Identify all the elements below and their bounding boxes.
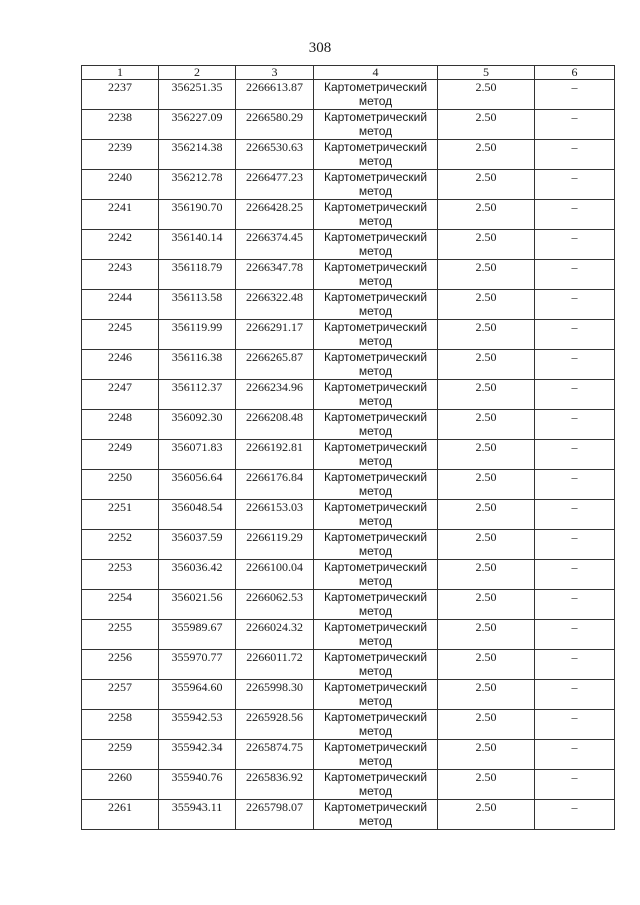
coordinate-y: 2266153.03 bbox=[236, 500, 314, 530]
header-col-4: 4 bbox=[314, 66, 438, 80]
method-line-1: Картометрический bbox=[323, 710, 428, 724]
coordinate-x: 356119.99 bbox=[159, 320, 236, 350]
method-cell bbox=[314, 530, 438, 560]
method-line-1: Картометрический bbox=[323, 800, 428, 814]
coordinate-y: 2266265.87 bbox=[236, 350, 314, 380]
method-line-1: Картометрический bbox=[323, 590, 428, 604]
accuracy-value: 2.50 bbox=[438, 200, 535, 230]
note-dash: – bbox=[535, 380, 615, 410]
method-line-1: Картометрический bbox=[323, 560, 428, 574]
note-dash: – bbox=[535, 410, 615, 440]
coordinate-x: 355943.11 bbox=[159, 800, 236, 830]
accuracy-value: 2.50 bbox=[438, 710, 535, 740]
coordinate-x: 356112.37 bbox=[159, 380, 236, 410]
note-dash: – bbox=[535, 140, 615, 170]
point-number: 2261 bbox=[82, 800, 159, 830]
table-row bbox=[82, 620, 615, 650]
coordinate-x: 355970.77 bbox=[159, 650, 236, 680]
method-cell bbox=[314, 320, 438, 350]
method-line-1: Картометрический bbox=[323, 230, 428, 244]
coordinate-y: 2266613.87 bbox=[236, 80, 314, 110]
method-cell bbox=[314, 770, 438, 800]
method-line-2: метод bbox=[358, 394, 393, 408]
point-number: 2237 bbox=[82, 80, 159, 110]
table-row bbox=[82, 110, 615, 140]
coordinate-y: 2266530.63 bbox=[236, 140, 314, 170]
coordinate-x: 356113.58 bbox=[159, 290, 236, 320]
coordinate-y: 2265836.92 bbox=[236, 770, 314, 800]
note-dash: – bbox=[535, 470, 615, 500]
method-cell bbox=[314, 200, 438, 230]
coordinate-x: 356092.30 bbox=[159, 410, 236, 440]
coordinate-x: 356212.78 bbox=[159, 170, 236, 200]
accuracy-value: 2.50 bbox=[438, 470, 535, 500]
method-cell bbox=[314, 80, 438, 110]
method-line-2: метод bbox=[358, 214, 393, 228]
point-number: 2259 bbox=[82, 740, 159, 770]
method-line-1: Картометрический bbox=[323, 110, 428, 124]
coordinate-y: 2266291.17 bbox=[236, 320, 314, 350]
coordinate-y: 2265928.56 bbox=[236, 710, 314, 740]
method-line-2: метод bbox=[358, 544, 393, 558]
method-line-2: метод bbox=[358, 94, 393, 108]
coordinate-y: 2266176.84 bbox=[236, 470, 314, 500]
note-dash: – bbox=[535, 590, 615, 620]
note-dash: – bbox=[535, 320, 615, 350]
coordinate-y: 2266347.78 bbox=[236, 260, 314, 290]
table-row bbox=[82, 380, 615, 410]
method-line-2: метод bbox=[358, 724, 393, 738]
method-line-2: метод bbox=[358, 574, 393, 588]
method-cell bbox=[314, 470, 438, 500]
accuracy-value: 2.50 bbox=[438, 800, 535, 830]
table-row bbox=[82, 140, 615, 170]
method-line-1: Картометрический bbox=[323, 170, 428, 184]
method-line-1: Картометрический bbox=[323, 500, 428, 514]
accuracy-value: 2.50 bbox=[438, 440, 535, 470]
header-col-5: 5 bbox=[438, 66, 535, 80]
table-row bbox=[82, 410, 615, 440]
method-line-1: Картометрический bbox=[323, 200, 428, 214]
method-line-1: Картометрический bbox=[323, 320, 428, 334]
coordinate-x: 356251.35 bbox=[159, 80, 236, 110]
point-number: 2252 bbox=[82, 530, 159, 560]
note-dash: – bbox=[535, 230, 615, 260]
coordinate-y: 2266192.81 bbox=[236, 440, 314, 470]
accuracy-value: 2.50 bbox=[438, 320, 535, 350]
accuracy-value: 2.50 bbox=[438, 170, 535, 200]
coordinate-x: 356056.64 bbox=[159, 470, 236, 500]
table-row bbox=[82, 800, 615, 830]
note-dash: – bbox=[535, 350, 615, 380]
point-number: 2254 bbox=[82, 590, 159, 620]
coordinate-y: 2266011.72 bbox=[236, 650, 314, 680]
note-dash: – bbox=[535, 110, 615, 140]
accuracy-value: 2.50 bbox=[438, 380, 535, 410]
header-col-3: 3 bbox=[236, 66, 314, 80]
method-cell bbox=[314, 170, 438, 200]
point-number: 2240 bbox=[82, 170, 159, 200]
coordinate-x: 356037.59 bbox=[159, 530, 236, 560]
coordinate-y: 2266024.32 bbox=[236, 620, 314, 650]
page-number: 308 bbox=[308, 40, 332, 56]
method-cell bbox=[314, 410, 438, 440]
point-number: 2250 bbox=[82, 470, 159, 500]
method-line-2: метод bbox=[358, 754, 393, 768]
point-number: 2256 bbox=[82, 650, 159, 680]
coordinate-x: 356036.42 bbox=[159, 560, 236, 590]
note-dash: – bbox=[535, 530, 615, 560]
method-line-1: Картометрический bbox=[323, 380, 428, 394]
point-number: 2238 bbox=[82, 110, 159, 140]
method-line-1: Картометрический bbox=[323, 620, 428, 634]
method-line-1: Картометрический bbox=[323, 740, 428, 754]
method-cell bbox=[314, 110, 438, 140]
point-number: 2245 bbox=[82, 320, 159, 350]
coordinate-x: 356118.79 bbox=[159, 260, 236, 290]
method-cell bbox=[314, 380, 438, 410]
accuracy-value: 2.50 bbox=[438, 650, 535, 680]
method-cell bbox=[314, 560, 438, 590]
coordinate-x: 356071.83 bbox=[159, 440, 236, 470]
accuracy-value: 2.50 bbox=[438, 260, 535, 290]
method-line-2: метод bbox=[358, 694, 393, 708]
coordinate-y: 2266428.25 bbox=[236, 200, 314, 230]
coordinate-x: 356140.14 bbox=[159, 230, 236, 260]
accuracy-value: 2.50 bbox=[438, 350, 535, 380]
method-line-2: метод bbox=[358, 634, 393, 648]
method-cell bbox=[314, 800, 438, 830]
accuracy-value: 2.50 bbox=[438, 110, 535, 140]
coordinates-table bbox=[81, 65, 615, 830]
note-dash: – bbox=[535, 800, 615, 830]
table-row bbox=[82, 770, 615, 800]
point-number: 2255 bbox=[82, 620, 159, 650]
point-number: 2249 bbox=[82, 440, 159, 470]
method-cell bbox=[314, 740, 438, 770]
accuracy-value: 2.50 bbox=[438, 590, 535, 620]
method-line-2: метод bbox=[358, 604, 393, 618]
accuracy-value: 2.50 bbox=[438, 770, 535, 800]
method-cell bbox=[314, 440, 438, 470]
method-cell bbox=[314, 650, 438, 680]
note-dash: – bbox=[535, 440, 615, 470]
method-cell bbox=[314, 620, 438, 650]
method-line-2: метод bbox=[358, 484, 393, 498]
method-line-2: метод bbox=[358, 454, 393, 468]
note-dash: – bbox=[535, 740, 615, 770]
method-cell bbox=[314, 590, 438, 620]
coordinate-x: 356214.38 bbox=[159, 140, 236, 170]
point-number: 2257 bbox=[82, 680, 159, 710]
method-line-1: Картометрический bbox=[323, 290, 428, 304]
coordinate-y: 2266580.29 bbox=[236, 110, 314, 140]
table-row bbox=[82, 650, 615, 680]
coordinate-y: 2266062.53 bbox=[236, 590, 314, 620]
table-row bbox=[82, 260, 615, 290]
note-dash: – bbox=[535, 170, 615, 200]
coordinate-y: 2266374.45 bbox=[236, 230, 314, 260]
note-dash: – bbox=[535, 770, 615, 800]
method-cell bbox=[314, 260, 438, 290]
note-dash: – bbox=[535, 500, 615, 530]
accuracy-value: 2.50 bbox=[438, 500, 535, 530]
coordinate-x: 356021.56 bbox=[159, 590, 236, 620]
accuracy-value: 2.50 bbox=[438, 560, 535, 590]
point-number: 2239 bbox=[82, 140, 159, 170]
point-number: 2246 bbox=[82, 350, 159, 380]
coordinate-x: 356227.09 bbox=[159, 110, 236, 140]
point-number: 2258 bbox=[82, 710, 159, 740]
note-dash: – bbox=[535, 650, 615, 680]
method-line-2: метод bbox=[358, 664, 393, 678]
coordinate-x: 355942.34 bbox=[159, 740, 236, 770]
accuracy-value: 2.50 bbox=[438, 290, 535, 320]
point-number: 2260 bbox=[82, 770, 159, 800]
accuracy-value: 2.50 bbox=[438, 530, 535, 560]
table-body bbox=[82, 80, 615, 830]
coordinate-x: 355940.76 bbox=[159, 770, 236, 800]
header-row bbox=[82, 66, 615, 80]
point-number: 2244 bbox=[82, 290, 159, 320]
method-cell bbox=[314, 350, 438, 380]
table-header bbox=[82, 66, 615, 80]
method-line-1: Картометрический bbox=[323, 680, 428, 694]
coordinate-y: 2266119.29 bbox=[236, 530, 314, 560]
point-number: 2247 bbox=[82, 380, 159, 410]
table-row bbox=[82, 200, 615, 230]
method-line-1: Картометрический bbox=[323, 440, 428, 454]
table-row bbox=[82, 500, 615, 530]
table-row bbox=[82, 470, 615, 500]
method-line-1: Картометрический bbox=[323, 530, 428, 544]
method-cell bbox=[314, 500, 438, 530]
header-col-2: 2 bbox=[159, 66, 236, 80]
method-line-2: метод bbox=[358, 184, 393, 198]
note-dash: – bbox=[535, 560, 615, 590]
method-line-1: Картометрический bbox=[323, 470, 428, 484]
method-line-1: Картометрический bbox=[323, 650, 428, 664]
note-dash: – bbox=[535, 260, 615, 290]
method-line-2: метод bbox=[358, 154, 393, 168]
method-cell bbox=[314, 680, 438, 710]
coordinate-y: 2266208.48 bbox=[236, 410, 314, 440]
coordinate-x: 355942.53 bbox=[159, 710, 236, 740]
point-number: 2251 bbox=[82, 500, 159, 530]
method-line-1: Картометрический bbox=[323, 350, 428, 364]
table-row bbox=[82, 290, 615, 320]
method-line-2: метод bbox=[358, 424, 393, 438]
accuracy-value: 2.50 bbox=[438, 410, 535, 440]
note-dash: – bbox=[535, 620, 615, 650]
note-dash: – bbox=[535, 680, 615, 710]
method-line-1: Картометрический bbox=[323, 410, 428, 424]
method-line-1: Картометрический bbox=[323, 260, 428, 274]
method-line-2: метод bbox=[358, 334, 393, 348]
table-row bbox=[82, 680, 615, 710]
point-number: 2248 bbox=[82, 410, 159, 440]
coordinate-x: 356048.54 bbox=[159, 500, 236, 530]
point-number: 2243 bbox=[82, 260, 159, 290]
method-line-2: метод bbox=[358, 304, 393, 318]
method-line-2: метод bbox=[358, 274, 393, 288]
header-col-6: 6 bbox=[535, 66, 615, 80]
method-cell bbox=[314, 140, 438, 170]
method-line-2: метод bbox=[358, 124, 393, 138]
method-cell bbox=[314, 230, 438, 260]
method-line-2: метод bbox=[358, 364, 393, 378]
coordinate-y: 2265798.07 bbox=[236, 800, 314, 830]
coordinate-y: 2266477.23 bbox=[236, 170, 314, 200]
table-row bbox=[82, 350, 615, 380]
note-dash: – bbox=[535, 200, 615, 230]
method-line-2: метод bbox=[358, 244, 393, 258]
note-dash: – bbox=[535, 710, 615, 740]
note-dash: – bbox=[535, 80, 615, 110]
coordinate-y: 2266234.96 bbox=[236, 380, 314, 410]
note-dash: – bbox=[535, 290, 615, 320]
table-row bbox=[82, 230, 615, 260]
coordinate-x: 356190.70 bbox=[159, 200, 236, 230]
coordinate-y: 2266100.04 bbox=[236, 560, 314, 590]
point-number: 2253 bbox=[82, 560, 159, 590]
method-line-2: метод bbox=[358, 514, 393, 528]
table-row bbox=[82, 560, 615, 590]
method-line-2: метод bbox=[358, 784, 393, 798]
method-line-1: Картометрический bbox=[323, 140, 428, 154]
method-cell bbox=[314, 290, 438, 320]
accuracy-value: 2.50 bbox=[438, 230, 535, 260]
method-cell bbox=[314, 710, 438, 740]
table-row bbox=[82, 530, 615, 560]
accuracy-value: 2.50 bbox=[438, 620, 535, 650]
table-row bbox=[82, 170, 615, 200]
method-line-1: Картометрический bbox=[323, 770, 428, 784]
table-row bbox=[82, 710, 615, 740]
method-line-2: метод bbox=[358, 814, 393, 828]
accuracy-value: 2.50 bbox=[438, 80, 535, 110]
coordinate-x: 356116.38 bbox=[159, 350, 236, 380]
header-col-1: 1 bbox=[82, 66, 159, 80]
table-row bbox=[82, 320, 615, 350]
coordinate-y: 2265874.75 bbox=[236, 740, 314, 770]
accuracy-value: 2.50 bbox=[438, 740, 535, 770]
point-number: 2242 bbox=[82, 230, 159, 260]
method-line-1: Картометрический bbox=[323, 80, 428, 94]
coordinate-y: 2266322.48 bbox=[236, 290, 314, 320]
table-row bbox=[82, 740, 615, 770]
point-number: 2241 bbox=[82, 200, 159, 230]
coordinate-y: 2265998.30 bbox=[236, 680, 314, 710]
accuracy-value: 2.50 bbox=[438, 680, 535, 710]
table-row bbox=[82, 80, 615, 110]
table-row bbox=[82, 440, 615, 470]
table-row bbox=[82, 590, 615, 620]
coordinate-x: 355989.67 bbox=[159, 620, 236, 650]
accuracy-value: 2.50 bbox=[438, 140, 535, 170]
coordinate-x: 355964.60 bbox=[159, 680, 236, 710]
